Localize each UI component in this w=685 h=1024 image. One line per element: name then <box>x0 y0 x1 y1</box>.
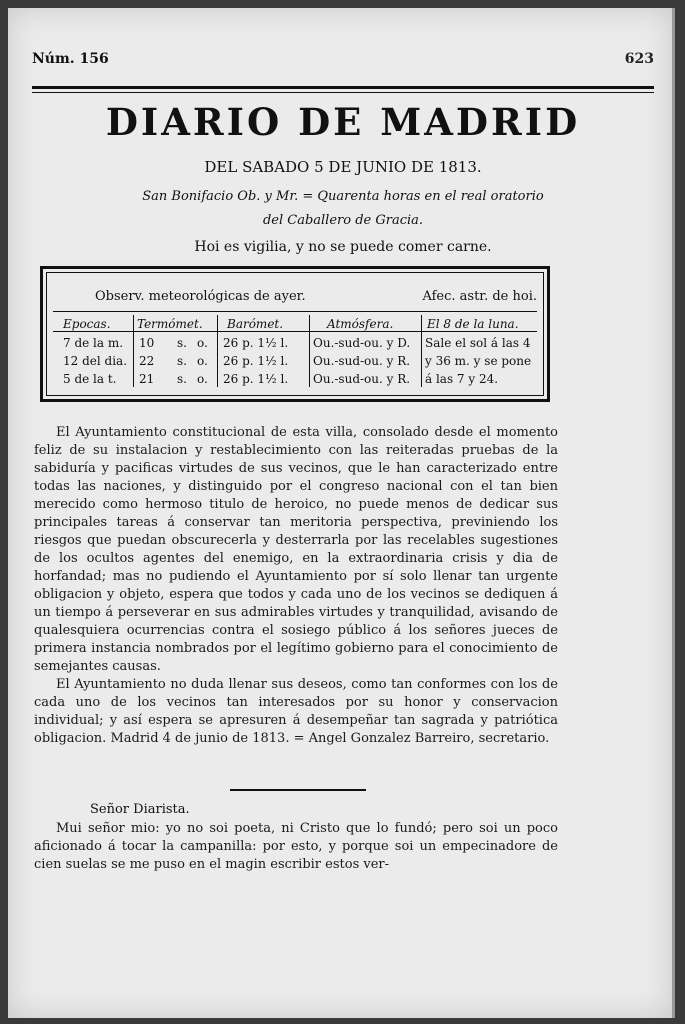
weather-table <box>40 266 550 402</box>
column-header-luna: El 8 de la luna. <box>427 317 519 331</box>
cell-barometro: 26 p. 1½ l. <box>223 372 289 386</box>
cell-atmosfera: Ou.-sud-ou. y R. <box>313 354 411 368</box>
cell-epoca: 7 de la m. <box>63 336 124 350</box>
newspaper-page <box>8 8 675 1018</box>
article-paragraph: El Ayuntamiento no duda llenar sus deseos, como tan conformes con los de cada uno de los vecinos tan interesados por su honor y conservacion individual; y así espera se apresuren á desempeñar tan sagrada y patriótica obligacion. Madrid 4 de junio de 1813. = Angel Gonzalez Barreiro, secretario. <box>34 677 558 746</box>
saint-of-day-line1: San Bonifacio Ob. y Mr. = Quarenta horas en el real oratorio <box>142 189 544 204</box>
fast-notice: Hoi es vigilia, y no se puede comer carne. <box>194 239 492 255</box>
issue-date: DEL SABADO 5 DE JUNIO DE 1813. <box>204 158 482 176</box>
page-number: 623 <box>624 51 654 67</box>
cell-termometro: 22 <box>139 354 155 368</box>
cell-termometro-s: s. <box>177 372 187 386</box>
cell-termometro: 21 <box>139 372 155 386</box>
cell-termometro-o: o. <box>197 372 208 386</box>
cell-atmosfera: Ou.-sud-ou. y D. <box>313 336 411 350</box>
header-rule-thin <box>32 92 654 93</box>
column-header-termometro: Termómet. <box>137 317 203 331</box>
cell-astro: Sale el sol á las 4 <box>425 336 531 350</box>
article-ayuntamiento <box>34 424 558 748</box>
cell-barometro: 26 p. 1½ l. <box>223 354 289 368</box>
column-header-barometro: Barómet. <box>227 317 284 331</box>
column-divider <box>217 315 218 387</box>
letter-salutation: Señor Diarista. <box>90 802 190 817</box>
column-divider <box>133 315 134 387</box>
cell-astro: y 36 m. y se pone <box>425 354 532 368</box>
cell-epoca: 12 del dia. <box>63 354 128 368</box>
header-rule-thick <box>32 86 654 89</box>
cell-barometro: 26 p. 1½ l. <box>223 336 289 350</box>
letter-paragraph: Mui señor mio: yo no soi poeta, ni Cristo que lo fundó; pero soi un poco aficionado á tocar la campanilla: por esto, y porque soi un empecinadore de cien suelas se me puso en el magin escribir estos ver- <box>34 821 558 872</box>
section-separator <box>230 789 366 791</box>
column-header-atmosfera: Atmósfera. <box>327 317 394 331</box>
column-divider <box>309 315 310 387</box>
cell-termometro-o: o. <box>197 354 208 368</box>
astro-heading: Afec. astr. de hoi. <box>422 289 537 304</box>
issue-number: Núm. 156 <box>32 51 109 67</box>
table-rule-top <box>53 311 537 312</box>
column-header-epocas: Epocas. <box>63 317 111 331</box>
article-paragraph: El Ayuntamiento constitucional de esta villa, consolado desde el momento feliz de su instalacion y restablecimiento con las reiteradas pruebas de la sabiduría y pacificas virtudes de sus vecinos, que le han caracterizado entre todas las naciones, y distinguido por el congreso nacional con el tan bien merecido como hermoso titulo de heroico, no puede menos de dedicar sus principales tareas á conservar tan meritoria perspectiva, previniendo los riesgos que puedan obscurecerla y desterrarla por las recelables sugestiones de los ocultos agentes del enemigo, en la extraordinaria crisis y dia de horfandad; mas no pudiendo el Ayuntamiento por sí solo llenar tan urgente obligacion y objeto, espera que todos y cada uno de los vecinos se dediquen á un tiempo á perseverar en sus admirables virtudes y tranquilidad, avisando de qualesquiera ocurrencias contra el sosiego público á los señores jueces de primera instancia nombrados por el legítimo gobierno para el conocimiento de semejantes causas. <box>34 425 558 674</box>
saint-of-day-line2: del Caballero de Gracia. <box>262 213 424 228</box>
masthead-title: DIARIO DE MADRID <box>105 100 581 144</box>
cell-termometro-s: s. <box>177 336 187 350</box>
column-divider <box>421 315 422 387</box>
cell-termometro-s: s. <box>177 354 187 368</box>
cell-termometro-o: o. <box>197 336 208 350</box>
letter-body <box>34 820 558 874</box>
weather-heading: Observ. meteorológicas de ayer. <box>95 289 306 304</box>
cell-termometro: 10 <box>139 336 155 350</box>
weather-table-inner-border <box>46 272 544 396</box>
cell-epoca: 5 de la t. <box>63 372 117 386</box>
cell-astro: á las 7 y 24. <box>425 372 499 386</box>
table-rule-header <box>53 331 537 332</box>
cell-atmosfera: Ou.-sud-ou. y R. <box>313 372 411 386</box>
